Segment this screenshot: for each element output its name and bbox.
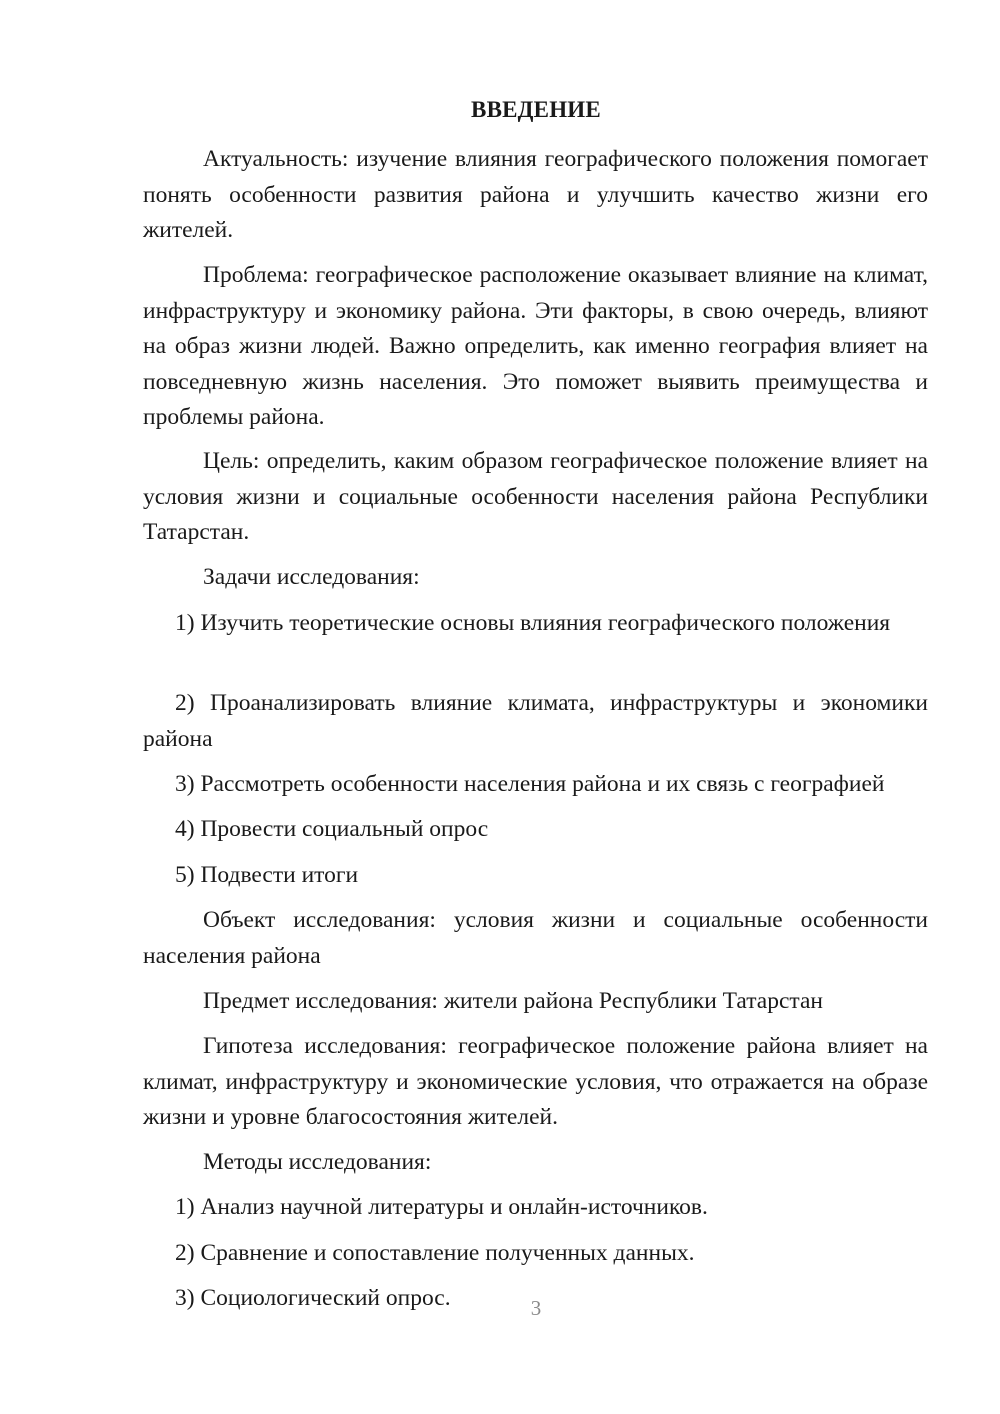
goal-paragraph: Цель: определить, каким образом географическое положение влияет на условия жизни и социальные особенности населения района Республики Татарстан. [143, 448, 928, 545]
method-item-1: 1) Анализ научной литературы и онлайн-источников. [175, 1194, 708, 1220]
problem-paragraph: Проблема: географическое расположение оказывает влияние на климат, инфраструктуру и экономику района. Эти факторы, в свою очередь, влияют на образ жизни людей. Важно определить, как именно география влияет на повседневную жизнь населения. Это поможет выявить преимущества и проблемы района. [143, 262, 928, 430]
task-item-3: 3) Рассмотреть особенности населения района и их связь с географией [175, 771, 885, 797]
tasks-title: Задачи исследования: [203, 564, 420, 590]
subject-paragraph: Предмет исследования: жители района Республики Татарстан [203, 988, 823, 1014]
task-item-4: 4) Провести социальный опрос [175, 816, 489, 842]
relevance-paragraph: Актуальность: изучение влияния географического положения помогает понять особенности развития района и улучшить качество жизни его жителей. [143, 146, 928, 243]
section-heading: ВВЕДЕНИЕ [471, 97, 601, 122]
object-paragraph: Объект исследования: условия жизни и социальные особенности населения района [143, 907, 928, 969]
hypothesis-paragraph: Гипотеза исследования: географическое положение района влияет на климат, инфраструктуру и экономические условия, что отражается на образе жизни и уровне благосостояния жителей. [143, 1033, 928, 1130]
method-item-3: 3) Социологический опрос. [175, 1285, 451, 1311]
task-item-5: 5) Подвести итоги [175, 862, 359, 888]
methods-title: Методы исследования: [203, 1149, 432, 1175]
page-number: 3 [530, 1296, 542, 1320]
method-item-2: 2) Сравнение и сопоставление полученных данных. [175, 1240, 695, 1266]
task-item-1: 1) Изучить теоретические основы влияния географического положения [175, 610, 891, 636]
task-item-2: 2) Проанализировать влияние климата, инфраструктуры и экономики района [143, 690, 928, 752]
